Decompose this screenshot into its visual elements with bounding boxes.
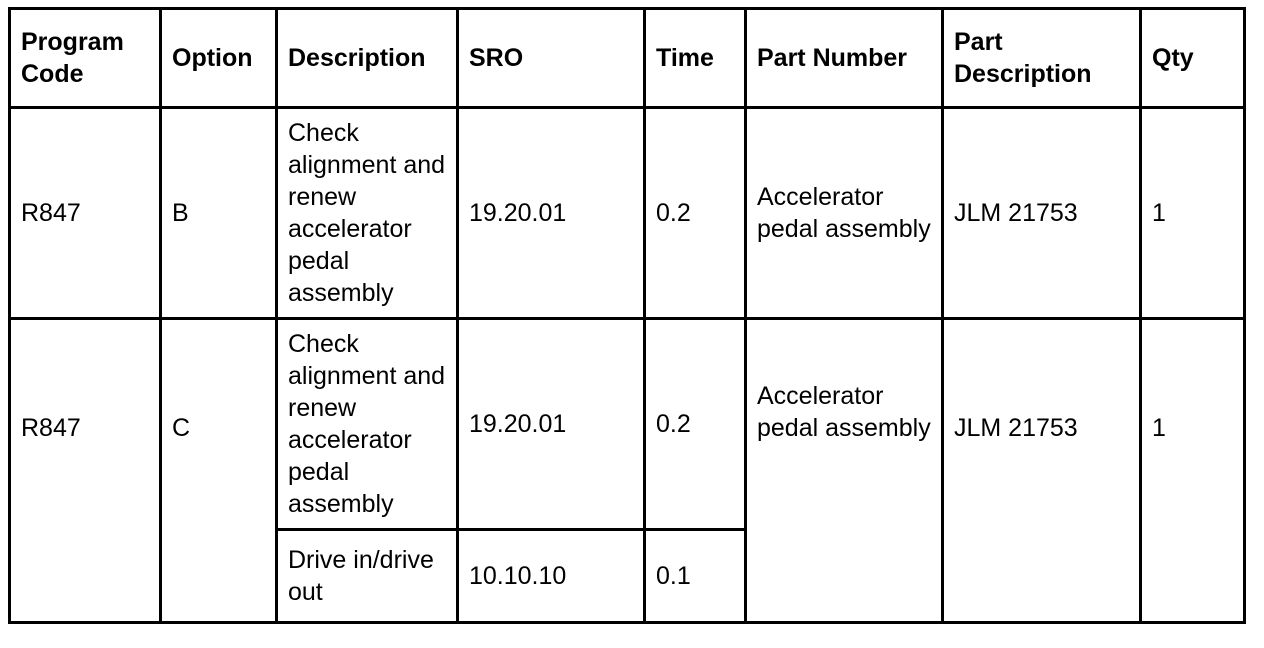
header-part-number: Part Number [746, 9, 943, 108]
cell-description: Check alignment and renew accelerator pedal assembly [277, 108, 458, 319]
cell-time: 0.2 [645, 319, 746, 530]
header-sro: SRO [458, 9, 645, 108]
header-option: Option [161, 9, 277, 108]
header-description: Description [277, 9, 458, 108]
cell-sro: 10.10.10 [458, 530, 645, 623]
cell-description: Check alignment and renew accelerator pedal assembly [277, 319, 458, 530]
header-part-description: Part Description [943, 9, 1141, 108]
cell-option: C [161, 319, 277, 623]
cell-time: 0.2 [645, 108, 746, 319]
cell-option: B [161, 108, 277, 319]
header-time: Time [645, 9, 746, 108]
cell-qty: 1 [1141, 319, 1245, 623]
cell-time: 0.1 [645, 530, 746, 623]
cell-part-number: Accelerator pedal assembly [746, 108, 943, 319]
parts-table [8, 7, 1246, 624]
header-program-code: Program Code [10, 9, 161, 108]
header-row [10, 9, 1245, 108]
cell-sro: 19.20.01 [458, 319, 645, 530]
cell-description: Drive in/drive out [277, 530, 458, 623]
table-row [10, 319, 1245, 530]
header-qty: Qty [1141, 9, 1245, 108]
cell-qty: 1 [1141, 108, 1245, 319]
cell-part-number: Accelerator pedal assembly [746, 319, 943, 623]
table-row [10, 108, 1245, 319]
cell-program-code: R847 [10, 108, 161, 319]
cell-part-description: JLM 21753 [943, 108, 1141, 319]
cell-program-code: R847 [10, 319, 161, 623]
cell-sro: 19.20.01 [458, 108, 645, 319]
cell-part-description: JLM 21753 [943, 319, 1141, 623]
